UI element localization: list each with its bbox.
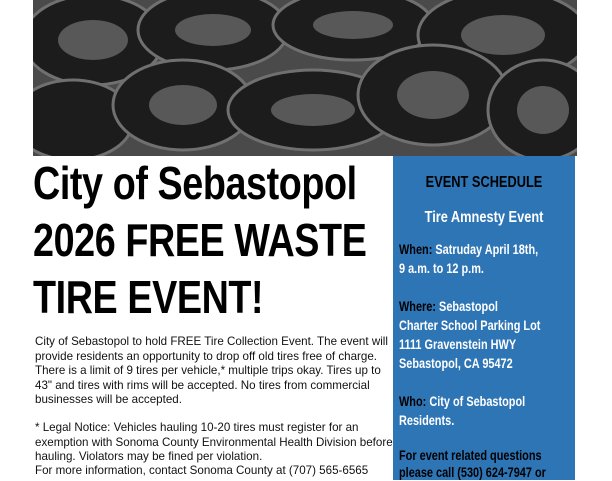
tire-pile-photo [33,0,577,156]
legal-notice: * Legal Notice: Vehicles hauling 10-20 tires must register for an exemption with Sonoma County Environmental Health Division before hauling. Violators may be fined per violation. [35,421,393,463]
when-time: 9 a.m. to 12 p.m. [399,260,484,276]
event-schedule-panel [393,156,575,480]
event-name: Tire Amnesty Event [424,209,544,226]
where-line: Sebastopol, CA 95472 [399,355,513,371]
where-line: Charter School Parking Lot [399,317,541,333]
questions-info [399,447,546,481]
more-info: For more information, contact Sonoma County at (707) 565-6565 [35,464,369,477]
where-line: 1111 Gravenstein HWY [399,336,517,352]
who-line: City of Sebastopol [429,393,526,409]
title-line-3: TIRE EVENT! [33,271,264,323]
questions-line: please call (530) 624-7947 or [399,464,546,480]
who-line: Residents. [399,412,455,428]
questions-line: For event related questions [399,447,542,463]
tire-pile-image [33,0,577,156]
who-info [399,392,525,430]
where-info [399,297,540,373]
schedule-heading: EVENT SCHEDULE [425,174,543,191]
who-label: Who: [399,393,427,409]
where-label: Where: [399,298,437,314]
when-date: Satruday April 18th, [435,241,539,257]
title-line-1: City of Sebastopol [33,157,357,209]
title-line-2: 2026 FREE WASTE [33,214,367,266]
when-info [399,240,538,278]
event-description: City of Sebastopol to hold FREE Tire Collection Event. The event will provide residents an opportunity to drop off old tires free of charge. There is a limit of 9 tires per vehicle,* multiple trips okay. Tires up to 43" and tires with rims will be accepted. No tires from commercial businesses will be accepted. [35,335,388,406]
where-line: Sebastopol [439,298,498,314]
when-label: When: [399,241,433,257]
